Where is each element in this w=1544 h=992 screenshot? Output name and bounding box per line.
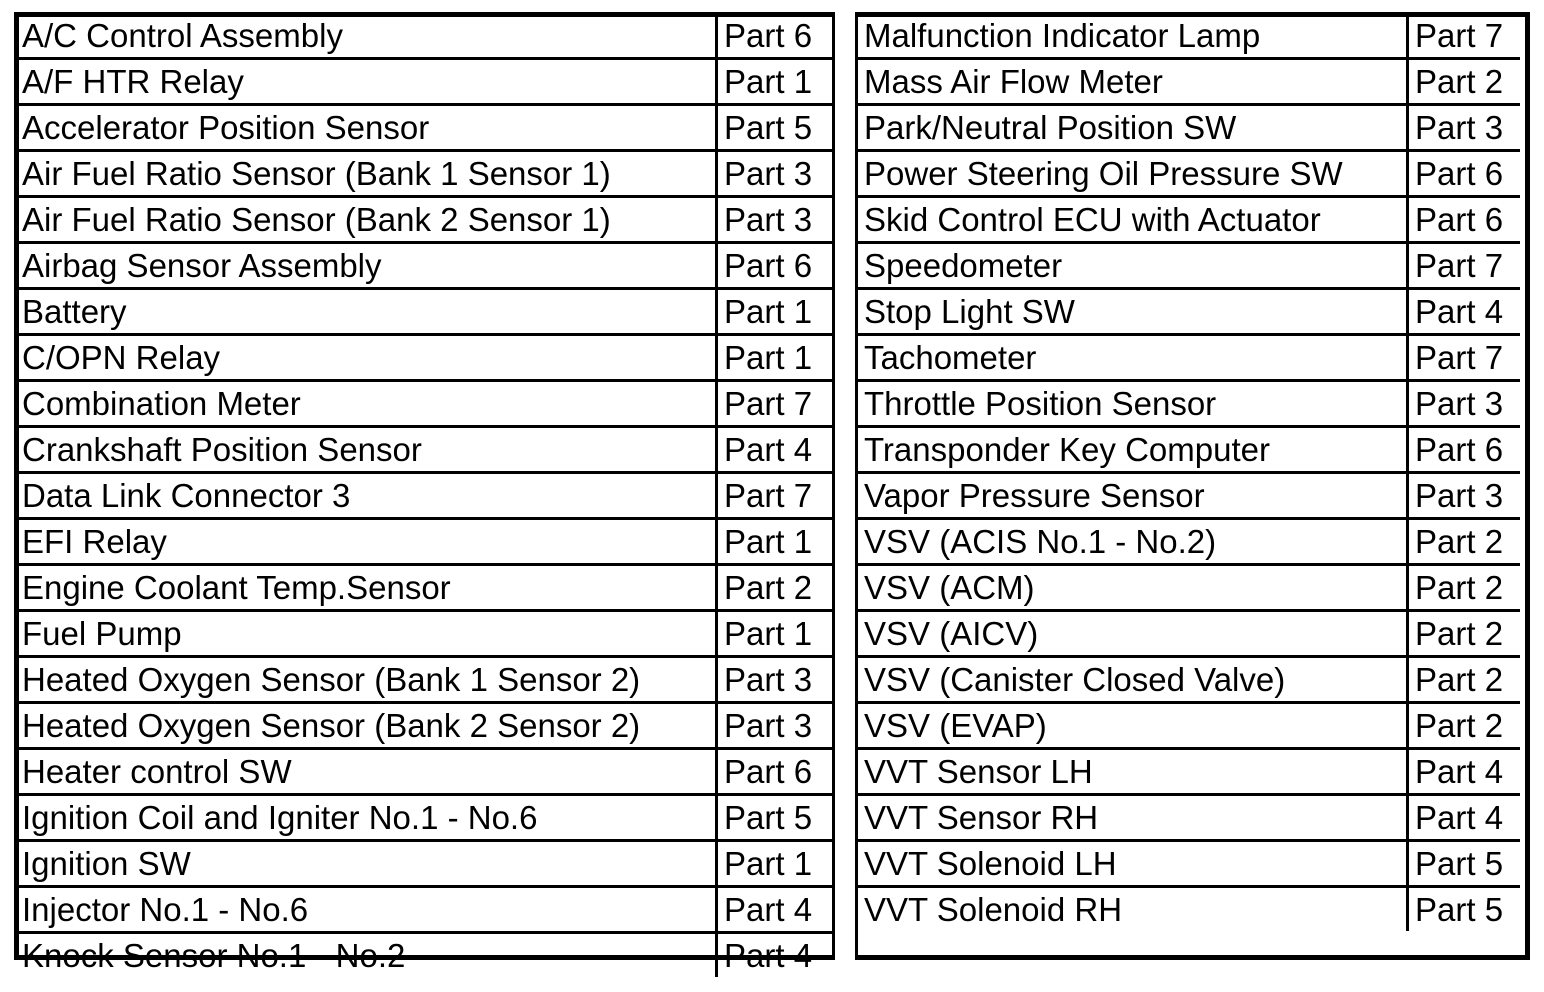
component-name: VSV (EVAP) (858, 703, 1408, 749)
component-name: VVT Sensor RH (858, 795, 1408, 841)
part-number: Part 3 (717, 197, 833, 243)
part-number: Part 4 (1408, 289, 1521, 335)
component-name: Mass Air Flow Meter (858, 59, 1408, 105)
part-number: Part 3 (1408, 473, 1521, 519)
table-row (16, 105, 832, 151)
part-number: Part 6 (717, 14, 833, 59)
part-number: Part 6 (1408, 427, 1521, 473)
table-row (16, 473, 832, 519)
component-name: Transponder Key Computer (858, 427, 1408, 473)
part-number: Part 6 (1408, 151, 1521, 197)
table-row (16, 795, 832, 841)
component-name: VVT Solenoid RH (864, 891, 1123, 928)
part-number: Part 2 (1408, 657, 1521, 703)
table-row (16, 14, 832, 59)
component-name: Stop Light SW (858, 289, 1408, 335)
component-name: VVT Sensor LH (858, 749, 1408, 795)
table-row (858, 611, 1520, 657)
component-name: Air Fuel Ratio Sensor (Bank 2 Sensor 1) (16, 197, 717, 243)
component-name: Skid Control ECU with Actuator (858, 197, 1408, 243)
component-name: Airbag Sensor Assembly (16, 243, 717, 289)
component-name: Crankshaft Position Sensor (16, 427, 717, 473)
part-number: Part 1 (717, 289, 833, 335)
table-row (858, 289, 1520, 335)
right-index-table (858, 14, 1520, 931)
table-row (858, 243, 1520, 289)
table-row (16, 289, 832, 335)
table-row (858, 197, 1520, 243)
table-row (858, 151, 1520, 197)
component-name: Heater control SW (16, 749, 717, 795)
component-name: Combination Meter (16, 381, 717, 427)
table-row (858, 657, 1520, 703)
table-row (16, 381, 832, 427)
component-name: VSV (Canister Closed Valve) (858, 657, 1408, 703)
table-row (858, 59, 1520, 105)
left-index-table (16, 14, 832, 977)
part-number: Part 2 (1408, 519, 1521, 565)
part-number: Part 7 (717, 473, 833, 519)
part-number: Part 4 (1408, 749, 1521, 795)
component-name: VVT Solenoid LH (858, 841, 1408, 887)
part-number: Part 3 (717, 151, 833, 197)
table-row (16, 657, 832, 703)
table-row (858, 427, 1520, 473)
part-number: Part 3 (1408, 381, 1521, 427)
part-number: Part 2 (1408, 703, 1521, 749)
table-row (858, 795, 1520, 841)
component-name: Speedometer (858, 243, 1408, 289)
component-name: Knock Sensor No.1 - No.2 (22, 937, 406, 974)
table-row (858, 749, 1520, 795)
component-name: Fuel Pump (16, 611, 717, 657)
table-row (16, 427, 832, 473)
table-row (16, 335, 832, 381)
component-name: Vapor Pressure Sensor (858, 473, 1408, 519)
part-number: Part 1 (717, 841, 833, 887)
table-row (16, 59, 832, 105)
table-row (858, 381, 1520, 427)
component-name: VSV (AICV) (858, 611, 1408, 657)
part-number: Part 5 (717, 105, 833, 151)
table-row (16, 197, 832, 243)
component-name: Ignition Coil and Igniter No.1 - No.6 (16, 795, 717, 841)
part-number: Part 2 (1408, 59, 1521, 105)
table-row (858, 703, 1520, 749)
table-row (16, 519, 832, 565)
component-name: Ignition SW (16, 841, 717, 887)
component-name: Tachometer (858, 335, 1408, 381)
component-name: A/C Control Assembly (16, 14, 717, 59)
column-separator (832, 12, 858, 960)
part-number: Part 4 (717, 933, 833, 978)
part-number: Part 4 (1408, 795, 1521, 841)
table-row (16, 749, 832, 795)
part-number: Part 5 (717, 795, 833, 841)
table-row (16, 151, 832, 197)
component-name: Power Steering Oil Pressure SW (858, 151, 1408, 197)
table-row (858, 841, 1520, 887)
part-number: Part 3 (717, 703, 833, 749)
part-number: Part 3 (1408, 105, 1521, 151)
table-row (858, 565, 1520, 611)
component-name: C/OPN Relay (16, 335, 717, 381)
component-name: Air Fuel Ratio Sensor (Bank 1 Sensor 1) (16, 151, 717, 197)
table-row (858, 335, 1520, 381)
part-number: Part 7 (717, 381, 833, 427)
part-number: Part 2 (1408, 565, 1521, 611)
table-row (858, 105, 1520, 151)
table-row (16, 933, 832, 978)
part-number: Part 1 (717, 59, 833, 105)
part-number: Part 2 (1408, 611, 1521, 657)
component-name: Throttle Position Sensor (858, 381, 1408, 427)
table-row (16, 565, 832, 611)
component-name: Injector No.1 - No.6 (16, 887, 717, 933)
part-number: Part 4 (717, 427, 833, 473)
component-name: Engine Coolant Temp.Sensor (16, 565, 717, 611)
component-name: A/F HTR Relay (16, 59, 717, 105)
part-number: Part 1 (717, 335, 833, 381)
component-name: Battery (16, 289, 717, 335)
part-number: Part 4 (717, 887, 833, 933)
part-number: Part 7 (1408, 243, 1521, 289)
part-number: Part 7 (1408, 335, 1521, 381)
component-name: EFI Relay (16, 519, 717, 565)
table-row (858, 473, 1520, 519)
table-row (16, 841, 832, 887)
table-row (16, 703, 832, 749)
part-number: Part 3 (717, 657, 833, 703)
part-number: Part 7 (1408, 14, 1521, 59)
table-row (858, 887, 1520, 932)
component-name: VSV (ACM) (858, 565, 1408, 611)
component-name: Data Link Connector 3 (16, 473, 717, 519)
part-number: Part 1 (717, 519, 833, 565)
table-row (16, 243, 832, 289)
component-name: Heated Oxygen Sensor (Bank 2 Sensor 2) (16, 703, 717, 749)
part-number: Part 6 (1408, 197, 1521, 243)
table-row (16, 611, 832, 657)
component-name: Accelerator Position Sensor (16, 105, 717, 151)
table-row (858, 519, 1520, 565)
component-name: Park/Neutral Position SW (858, 105, 1408, 151)
part-number: Part 6 (717, 749, 833, 795)
part-number: Part 5 (1408, 887, 1521, 932)
part-number: Part 2 (717, 565, 833, 611)
component-name: Heated Oxygen Sensor (Bank 1 Sensor 2) (16, 657, 717, 703)
table-row (858, 14, 1520, 59)
part-number: Part 1 (717, 611, 833, 657)
part-number: Part 5 (1408, 841, 1521, 887)
component-name: Malfunction Indicator Lamp (858, 14, 1408, 59)
component-name: VSV (ACIS No.1 - No.2) (858, 519, 1408, 565)
table-row (16, 887, 832, 933)
part-number: Part 6 (717, 243, 833, 289)
